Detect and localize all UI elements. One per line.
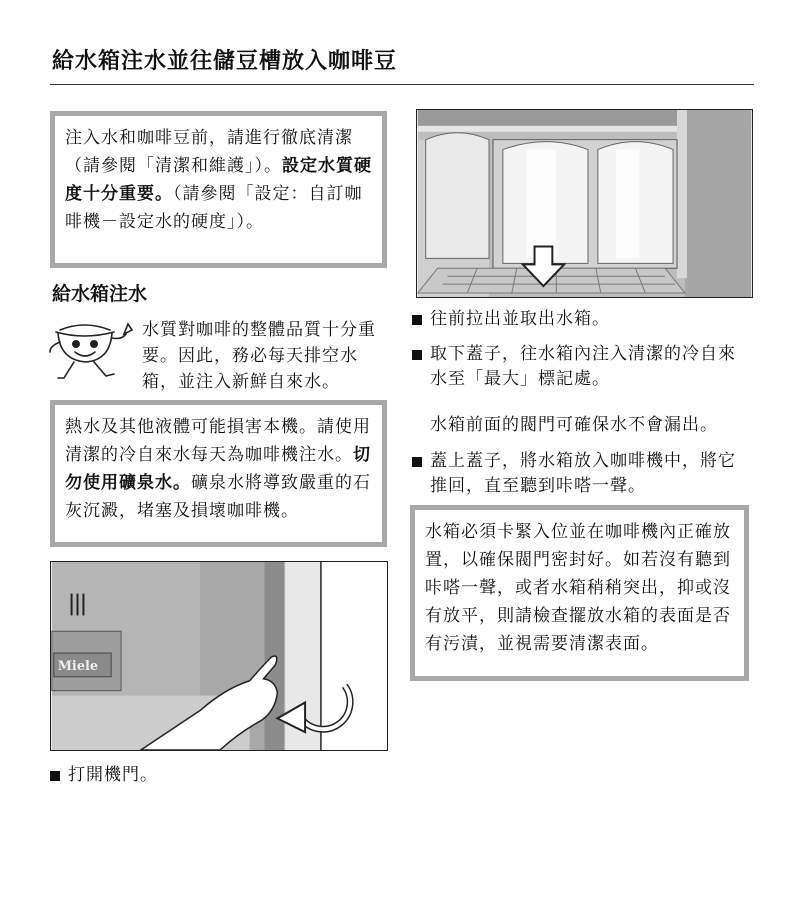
bullet-square-icon — [412, 350, 422, 360]
step-replace — [412, 449, 752, 499]
figure-open-door — [50, 561, 388, 751]
note-tank-fit — [410, 505, 749, 681]
step-text: 往前拉出並取出水箱。 — [430, 309, 610, 329]
note-hardness-bold: 設定水質硬度十分重要。 — [65, 156, 372, 204]
title-divider — [50, 84, 754, 85]
step-open-door — [50, 763, 350, 788]
open-door-illustration — [51, 562, 387, 750]
section-heading: 給水箱注水 — [52, 283, 148, 305]
warning-bold: 切勿使用礦泉水。 — [65, 445, 371, 493]
step-pull-out — [412, 307, 752, 332]
tip-mascot-icon — [48, 316, 140, 386]
page-title: 給水箱注水並往儲豆槽放入咖啡豆 — [52, 49, 398, 74]
step-text: 蓋上蓋子，將水箱放入咖啡機中，將它推回，直至聽到咔嗒一聲。 — [430, 451, 736, 496]
step-text: 取下蓋子，往水箱內注入清潔的冷自來水至「最大」標記處。 — [430, 344, 736, 389]
brand-logo-text: Miele — [57, 658, 99, 674]
note-cleaning-text: 注入水和咖啡豆前，請進行徹底清潔（請參閱「清潔和維護」）。 — [65, 128, 353, 176]
bullet-square-icon — [412, 315, 422, 325]
tip-text: 水質對咖啡的整體品質十分重要。因此，務必每天排空水箱，並注入新鮮自來水。 — [142, 320, 376, 392]
note-hardness-text: （請參閱「設定：自訂咖啡機－設定水的硬度」）。 — [65, 184, 363, 232]
warning-text: 熱水及其他液體可能損害本機。請使用清潔的冷自來水每天為咖啡機注水。 — [65, 417, 371, 465]
note-warning — [50, 400, 387, 547]
figure-water-tank — [416, 109, 753, 298]
step-text: 打開機門。 — [68, 765, 158, 785]
note-cleaning — [50, 111, 387, 268]
step-fill — [412, 342, 752, 392]
bullet-square-icon — [412, 457, 422, 467]
warning-text-2: 礦泉水將導致嚴重的石灰沉澱，堵塞及損壞咖啡機。 — [65, 473, 371, 521]
bullet-square-icon — [50, 771, 60, 781]
note-fit-text: 水箱必須卡緊入位並在咖啡機內正確放置，以確保閥門密封好。如若沒有聽到咔嗒一聲，或者水箱稍稍突出，抑或沒有放平，則請檢查擺放水箱的表面是否有污漬，並視需要清潔表面。 — [425, 522, 731, 654]
water-tank-illustration — [417, 110, 752, 297]
valve-note: 水箱前面的閥門可確保水不會漏出。 — [430, 415, 718, 435]
